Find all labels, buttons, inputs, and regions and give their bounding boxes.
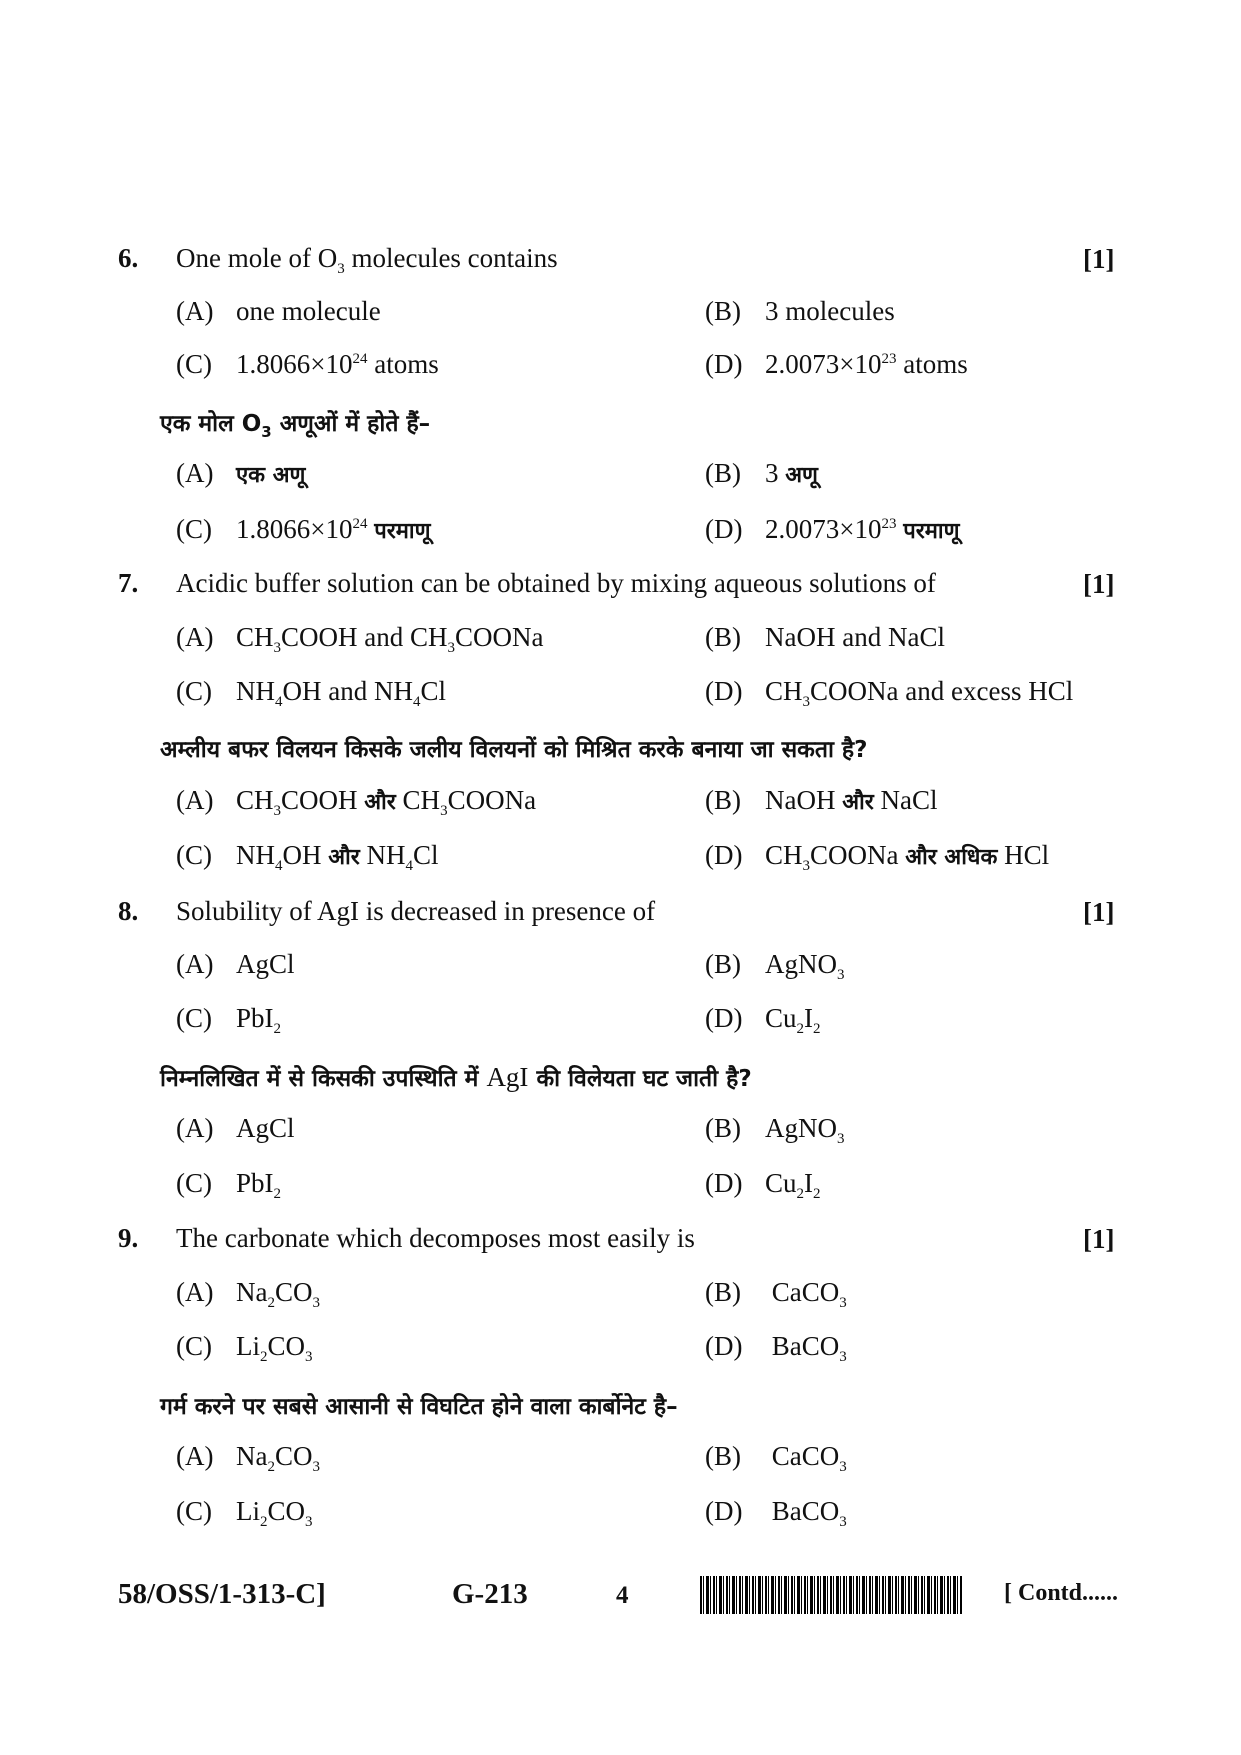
q9-hindi-option-a: (A) $Na_2CO_3$	[176, 1441, 320, 1475]
q9-option-a: (A) $Na_2CO_3$	[176, 1277, 320, 1311]
q7-option-c: (C) $NH_4OH$ and $NH_4Cl$	[176, 676, 446, 710]
q6-hindi-option-b: (B) 3 अणू	[705, 458, 818, 488]
q8-hindi-option-a: (A) AgCl	[176, 1113, 295, 1143]
q6-option-a: (A) one molecule	[176, 296, 381, 326]
q9-option-b: (B) CaCO$_3$	[705, 1277, 847, 1311]
page-number: 4	[616, 1582, 629, 1609]
q7-option-d: (D) $CH_3COONa$ and excess HCl	[705, 676, 1074, 710]
series-code: G-213	[452, 1578, 528, 1610]
question-9-number: 9.	[118, 1223, 139, 1253]
q6-hindi-text: एक मोल $O_3$ अणूओं में होते हैं–	[160, 411, 431, 441]
question-6-number: 6.	[118, 243, 139, 273]
q8-hindi-text: निम्नलिखित में से किसकी उपस्थिति में AgI की विलेयता घट जाती है?	[160, 1062, 752, 1092]
q7-hindi-option-b: (B) NaOH और NaCl	[705, 785, 938, 815]
question-8-number: 8.	[118, 896, 139, 926]
q6-option-b: (B) 3 molecules	[705, 296, 895, 326]
question-8-text: Solubility of AgI is decreased in presence of	[176, 896, 656, 926]
q6-hindi-option-c: (C) $1.8066\times 10^{24}$ परमाणू	[176, 514, 431, 544]
q6-hindi-option-d: (D) $2.0073\times 10^{23}$ परमाणू	[705, 514, 960, 544]
q9-hindi-option-c: (C) $Li_2CO_3$	[176, 1496, 313, 1530]
q8-hindi-option-d: (D) $Cu_2I_2$	[705, 1168, 821, 1202]
continued-label: [ Contd......	[1004, 1580, 1119, 1606]
question-7-number: 7.	[118, 568, 139, 598]
q7-hindi-option-d: (D) $CH_3COONa$ और अधिक HCl	[705, 840, 1050, 874]
q9-hindi-option-d: (D) BaCO$_3$	[705, 1496, 847, 1530]
q6-option-c: (C) $1.8066\times 10^{24}$ atoms	[176, 349, 439, 379]
q7-option-a: (A) $CH_3COOH$ and $CH_3COONa$	[176, 622, 544, 656]
q8-option-d: (D) $Cu_2I_2$	[705, 1003, 821, 1037]
q6-hindi-option-a: (A) एक अणू	[176, 458, 306, 488]
paper-code: 58/OSS/1-313-C]	[118, 1578, 326, 1610]
question-9-marks: [1]	[1083, 1224, 1115, 1254]
q8-option-c: (C) PbI$_2$	[176, 1003, 282, 1037]
question-7-text: Acidic buffer solution can be obtained by mixing aqueous solutions of	[176, 568, 936, 598]
q6-option-d: (D) $2.0073\times 10^{23}$ atoms	[705, 349, 968, 379]
q9-option-d: (D) BaCO$_3$	[705, 1331, 847, 1365]
q8-option-b: (B) AgNO$_3$	[705, 949, 845, 983]
q8-option-a: (A) AgCl	[176, 949, 295, 979]
q7-hindi-option-a: (A) $CH_3COOH$ और $CH_3COONa$	[176, 785, 537, 819]
q7-hindi-option-c: (C) $NH_4OH$ और $NH_4Cl$	[176, 840, 439, 874]
q8-hindi-option-b: (B) AgNO$_3$	[705, 1113, 845, 1147]
q9-hindi-option-b: (B) CaCO$_3$	[705, 1441, 847, 1475]
q7-option-b: (B) NaOH and NaCl	[705, 622, 945, 652]
q9-hindi-text: गर्म करने पर सबसे आसानी से विघटित होने वाला कार्बोनेट है–	[160, 1394, 678, 1420]
q8-hindi-option-c: (C) PbI$_2$	[176, 1168, 282, 1202]
question-6-text: One mole of $O_3$ molecules contains	[176, 243, 558, 277]
question-6-marks: [1]	[1083, 244, 1115, 274]
question-7-marks: [1]	[1083, 569, 1115, 599]
question-8-marks: [1]	[1083, 897, 1115, 927]
q9-option-c: (C) $Li_2CO_3$	[176, 1331, 313, 1365]
question-9-text: The carbonate which decomposes most easily is	[176, 1223, 695, 1253]
q7-hindi-text: अम्लीय बफर विलयन किसके जलीय विलयनों को मिश्रित करके बनाया जा सकता है?	[160, 737, 868, 763]
barcode	[700, 1576, 962, 1614]
